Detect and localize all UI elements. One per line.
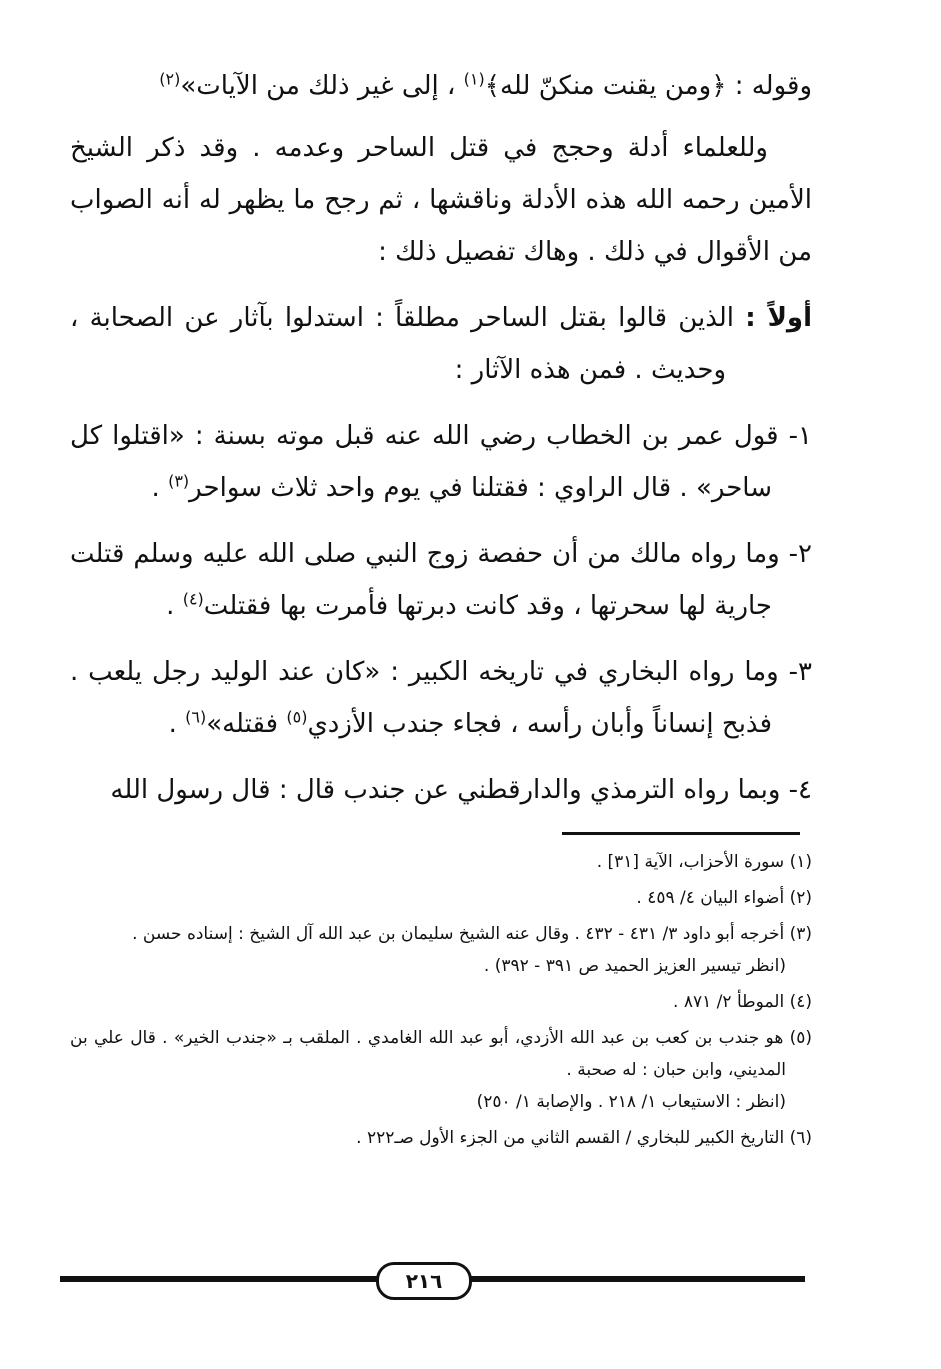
item2-end: . [166,591,183,621]
footnote-5: (٥) هو جندب بن كعب بن عبد الله الأزدي، أبو عبد الله الغامدي . الملقب بـ «جندب الخير» . قال علي بن المديني، وابن حبان : له صحبة . [70,1028,812,1080]
footnote-6: (٦) التاريخ الكبير للبخاري / القسم الثاني من الجزء الأول صـ٢٢٢ . [356,1128,812,1148]
footer-rule-right [465,1276,805,1282]
footnotes [70,846,812,1158]
page-number: ٢١٦ [376,1262,472,1300]
footnote-3-reference: (انظر تيسير العزيز الحميد ص ٣٩١ - ٣٩٢) . [483,956,786,976]
item1-end: . [151,473,169,503]
page-body [70,60,812,830]
item2-text: ٢- وما رواه مالك من أن حفصة زوج النبي صلى الله عليه وسلم قتلت جارية لها سحرتها ، وقد كانت دبرتها فأمرت بها فقتلت [70,539,812,621]
p3-lead: أولاً : [745,303,812,333]
item3-end: . [168,709,186,739]
paragraph-2: وللعلماء أدلة وحجج في قتل الساحر وعدمه . وقد ذكر الشيخ الأمين رحمه الله هذه الأدلة وناقشها ، ثم رجح ما يظهر له أنه الصواب من الأقوال في ذلك . وهاك تفصيل ذلك : [70,133,812,267]
footnote-3: (٣) أخرجه أبو داود ٣/ ٤٣١ - ٤٣٢ . وقال عنه الشيخ سليمان بن عبد الله آل الشيخ : إسناده حسن . [132,924,812,944]
list-item-2 [70,528,812,632]
footnote-ref-3[interactable]: (٣) [168,471,190,491]
list-item-1 [70,410,812,514]
footnote-1: (١) سورة الأحزاب، الآية [٣١] . [596,852,812,872]
footnote-separator [562,832,800,835]
footnote-ref-6[interactable]: (٦) [185,707,207,727]
main-text [70,60,812,816]
p1-tail: ، إلى غير ذلك من الآيات» [180,71,464,101]
footnote-2: (٢) أضواء البيان ٤/ ٤٥٩ . [636,888,812,908]
p3-text: الذين قالوا بقتل الساحر مطلقاً : استدلوا بآثار عن الصحابة ، وحديث . فمن هذه الآثار : [70,303,746,385]
footer-rule-left [60,1276,380,1282]
list-item-3 [70,646,812,750]
paragraph-1 [70,60,812,112]
footnote-4: (٤) الموطأ ٢/ ٨٧١ . [673,992,812,1012]
paragraph-3 [70,292,812,396]
p1-text: وقوله : ﴿ومن يقنت منكنّ لله﴾ [484,71,812,101]
footnote-ref-1[interactable]: (١) [463,69,485,89]
footnote-5-reference: (انظر : الاستيعاب ١/ ٢١٨ . والإصابة ١/ ٢٥٠) [476,1092,786,1112]
item3-text: ٣- وما رواه البخاري في تاريخه الكبير : «كان عند الوليد رجل يلعب . فذبح إنساناً وأبان رأسه ، فجاء جندب الأزدي [70,657,812,739]
item1-text: ١- قول عمر بن الخطاب رضي الله عنه قبل موته بسنة : «اقتلوا كل ساحر» . قال الراوي : فقتلنا في يوم واحد ثلاث سواحر [70,421,812,503]
footnote-ref-4[interactable]: (٤) [182,589,204,609]
list-item-4: ٤- وبما رواه الترمذي والدارقطني عن جندب قال : قال رسول الله [110,775,812,805]
footnote-ref-2[interactable]: (٢) [159,69,181,89]
item3-mid: فقتله» [206,709,287,739]
footnote-ref-5[interactable]: (٥) [286,707,308,727]
